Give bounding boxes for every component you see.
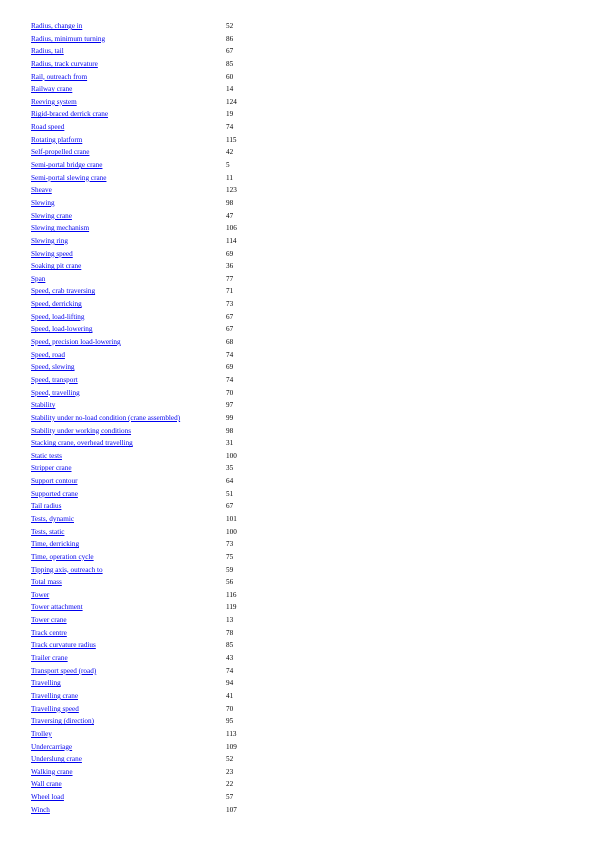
- index-term-link[interactable]: Self-propelled crane: [31, 148, 90, 157]
- index-term-link[interactable]: Stability under no-load condition (crane assembled): [31, 413, 181, 422]
- index-term-link[interactable]: Tests, dynamic: [31, 514, 75, 523]
- index-entry: [31, 766, 291, 779]
- index-term-link[interactable]: Undercarriage: [31, 742, 73, 751]
- index-entry: [31, 437, 291, 450]
- index-entry: [31, 677, 291, 690]
- index-term-link[interactable]: Speed, derricking: [31, 300, 82, 309]
- index-term-link[interactable]: Speed, road: [31, 350, 65, 359]
- index-entry: [31, 260, 291, 273]
- index-entry: [31, 273, 291, 286]
- index-entry: [31, 298, 291, 311]
- index-term-link[interactable]: Trailer crane: [31, 654, 68, 663]
- index-entry: [31, 412, 291, 425]
- index-entry: [31, 576, 291, 589]
- index-page-number[interactable]: 57: [226, 793, 234, 802]
- index-entry: [31, 703, 291, 716]
- index-page-number[interactable]: 74: [226, 666, 234, 675]
- index-term-link[interactable]: Semi-portal bridge crane: [31, 161, 103, 170]
- index-entry: [31, 526, 291, 539]
- index-term-link[interactable]: Rotating platform: [31, 135, 83, 144]
- index-term-link[interactable]: Railway crane: [31, 85, 73, 94]
- index-term-link[interactable]: Tower attachment: [31, 603, 83, 612]
- index-entry: [31, 222, 291, 235]
- index-page-number[interactable]: 115: [226, 135, 237, 144]
- index-term-link[interactable]: Track centre: [31, 628, 67, 637]
- index-term-link[interactable]: Static tests: [31, 451, 62, 460]
- index-page-number[interactable]: 5: [226, 161, 230, 170]
- index-term-link[interactable]: Wall crane: [31, 780, 62, 789]
- index-page-number[interactable]: 22: [226, 780, 234, 789]
- index-term-link[interactable]: Slewing mechanism: [31, 224, 90, 233]
- index-term-link[interactable]: Radius, minimum turning: [31, 34, 106, 43]
- index-page-number[interactable]: 100: [226, 451, 237, 460]
- index-term-link[interactable]: Road speed: [31, 123, 65, 132]
- index-term-link[interactable]: Slewing crane: [31, 211, 72, 220]
- index-page-number[interactable]: 11: [226, 173, 233, 182]
- index-page-number[interactable]: 116: [226, 590, 237, 599]
- index-page-number[interactable]: 123: [226, 186, 237, 195]
- index-page-number[interactable]: 114: [226, 236, 237, 245]
- index-page-number[interactable]: 42: [226, 148, 234, 157]
- index-term-link[interactable]: Speed, load-lifting: [31, 312, 85, 321]
- index-entry: [31, 538, 291, 551]
- index-page-number[interactable]: 75: [226, 552, 234, 561]
- index-page-number[interactable]: 109: [226, 742, 237, 751]
- index-term-link[interactable]: Radius, track curvature: [31, 59, 98, 68]
- index-entry: [31, 665, 291, 678]
- index-term-link[interactable]: Tipping axis, outreach to: [31, 565, 103, 574]
- index-term-link[interactable]: Stripper crane: [31, 464, 72, 473]
- index-term-link[interactable]: Winch: [31, 805, 50, 814]
- index-page-number[interactable]: 68: [226, 338, 234, 347]
- index-page-number[interactable]: 67: [226, 312, 234, 321]
- index-term-link[interactable]: Slewing: [31, 198, 55, 207]
- index-entry: [31, 791, 291, 804]
- index-entry: [31, 715, 291, 728]
- index-page-number[interactable]: 94: [226, 679, 234, 688]
- index-page-number[interactable]: 74: [226, 123, 234, 132]
- index-entry: [31, 134, 291, 147]
- index-page-number[interactable]: 85: [226, 59, 234, 68]
- index-term-link[interactable]: Rigid-braced derrick crane: [31, 110, 109, 119]
- index-entry: [31, 311, 291, 324]
- index-term-link[interactable]: Span: [31, 274, 46, 283]
- index-page-number[interactable]: 119: [226, 603, 237, 612]
- index-term-link[interactable]: Speed, crab traversing: [31, 287, 96, 296]
- index-term-link[interactable]: Slewing ring: [31, 236, 68, 245]
- index-page-number[interactable]: 124: [226, 97, 237, 106]
- index-entry: [31, 551, 291, 564]
- index-term-link[interactable]: Tower: [31, 590, 50, 599]
- index-entry: [31, 374, 291, 387]
- index-entry: [31, 488, 291, 501]
- index-term-link[interactable]: Trolley: [31, 729, 52, 738]
- index-page-number[interactable]: 52: [226, 755, 234, 764]
- index-entry: [31, 627, 291, 640]
- index-term-link[interactable]: Soaking pit crane: [31, 262, 82, 271]
- index-entry: [31, 96, 291, 109]
- index-page-number[interactable]: 52: [226, 22, 234, 30]
- index-entry: [31, 399, 291, 412]
- index-entry: [31, 33, 291, 46]
- index-entry: [31, 83, 291, 96]
- index-page-number[interactable]: 70: [226, 704, 234, 713]
- index-entry: [31, 108, 291, 121]
- index-entry: [31, 58, 291, 71]
- index-term-link[interactable]: Underslung crane: [31, 755, 82, 764]
- index-page-number[interactable]: 67: [226, 502, 234, 511]
- index-entry: [31, 361, 291, 374]
- index-page-number[interactable]: 41: [226, 691, 234, 700]
- index-page-number[interactable]: 69: [226, 363, 234, 372]
- index-term-link[interactable]: Sheave: [31, 186, 52, 195]
- index-entry: [31, 71, 291, 84]
- index-entry: [31, 248, 291, 261]
- index-entry: [31, 753, 291, 766]
- index-term-link[interactable]: Travelling: [31, 679, 61, 688]
- index-entry: [31, 589, 291, 602]
- index-entry: [31, 285, 291, 298]
- index-term-link[interactable]: Stability under working conditions: [31, 426, 132, 435]
- index-entry: [31, 462, 291, 475]
- index-term-link[interactable]: Travelling crane: [31, 691, 79, 700]
- index-entry: [31, 614, 291, 627]
- index-page-number[interactable]: 14: [226, 85, 234, 94]
- index-entry: [31, 564, 291, 577]
- index-entry: [31, 425, 291, 438]
- index-page-number[interactable]: 60: [226, 72, 234, 81]
- index-entry: [31, 778, 291, 791]
- index-term-link[interactable]: Tower crane: [31, 616, 67, 625]
- index-page-number[interactable]: 73: [226, 300, 234, 309]
- index-term-link[interactable]: Speed, precision load-lowering: [31, 338, 121, 347]
- index-entry: [31, 20, 291, 33]
- index-entry: [31, 601, 291, 614]
- index-page-number[interactable]: 95: [226, 717, 234, 726]
- index-term-link[interactable]: Travelling speed: [31, 704, 79, 713]
- index-term-link[interactable]: Stacking crane, overhead travelling: [31, 439, 133, 448]
- index-entry: [31, 728, 291, 741]
- index-page-number[interactable]: 51: [226, 489, 234, 498]
- index-page-number[interactable]: 77: [226, 274, 234, 283]
- index-page-number[interactable]: 98: [226, 426, 234, 435]
- index-term-link[interactable]: Time, operation cycle: [31, 552, 94, 561]
- index-term-link[interactable]: Reeving system: [31, 97, 77, 106]
- index-entry: [31, 513, 291, 526]
- index-page-number[interactable]: 113: [226, 729, 237, 738]
- index-page-number[interactable]: 67: [226, 47, 234, 56]
- index-page-number[interactable]: 67: [226, 325, 234, 334]
- index-page-number[interactable]: 71: [226, 287, 234, 296]
- index-entry: [31, 121, 291, 134]
- index-term-link[interactable]: Stability: [31, 401, 56, 410]
- index-page-number[interactable]: 107: [226, 805, 237, 814]
- index-entry: [31, 146, 291, 159]
- index-term-link[interactable]: Track curvature radius: [31, 641, 96, 650]
- index-list: [31, 20, 291, 816]
- index-entry: [31, 172, 291, 185]
- index-term-link[interactable]: Wheel load: [31, 793, 64, 802]
- index-term-link[interactable]: Total mass: [31, 578, 62, 587]
- index-page-number[interactable]: 36: [226, 262, 234, 271]
- index-page-number[interactable]: 56: [226, 578, 234, 587]
- index-page-number[interactable]: 13: [226, 616, 234, 625]
- index-term-link[interactable]: Radius, change in: [31, 22, 83, 30]
- index-term-link[interactable]: Support contour: [31, 477, 78, 486]
- index-term-link[interactable]: Slewing speed: [31, 249, 73, 258]
- index-page-number[interactable]: 19: [226, 110, 234, 119]
- index-term-link[interactable]: Radius, tail: [31, 47, 64, 56]
- index-page-number[interactable]: 69: [226, 249, 234, 258]
- index-term-link[interactable]: Traversing (direction): [31, 717, 95, 726]
- index-page-number[interactable]: 106: [226, 224, 237, 233]
- index-term-link[interactable]: Rail, outreach from: [31, 72, 88, 81]
- index-page-number[interactable]: 70: [226, 388, 234, 397]
- index-term-link[interactable]: Tests, static: [31, 527, 65, 536]
- index-page-number[interactable]: 31: [226, 439, 234, 448]
- index-entry: [31, 690, 291, 703]
- index-term-link[interactable]: Speed, travelling: [31, 388, 80, 397]
- index-page-number[interactable]: 86: [226, 34, 234, 43]
- index-page-number[interactable]: 74: [226, 350, 234, 359]
- index-entry: [31, 184, 291, 197]
- index-entry: [31, 741, 291, 754]
- index-page-number[interactable]: 99: [226, 413, 234, 422]
- index-entry: [31, 45, 291, 58]
- index-entry: [31, 323, 291, 336]
- index-term-link[interactable]: Time, derricking: [31, 540, 80, 549]
- index-term-link[interactable]: Speed, slewing: [31, 363, 75, 372]
- index-entry: [31, 500, 291, 513]
- index-page-number[interactable]: 101: [226, 514, 237, 523]
- index-page-number[interactable]: 59: [226, 565, 234, 574]
- index-page-number[interactable]: 78: [226, 628, 234, 637]
- index-page-number[interactable]: 85: [226, 641, 234, 650]
- index-term-link[interactable]: Supported crane: [31, 489, 78, 498]
- index-term-link[interactable]: Semi-portal slewing crane: [31, 173, 107, 182]
- index-entry: [31, 639, 291, 652]
- index-page-number[interactable]: 97: [226, 401, 234, 410]
- index-entry: [31, 336, 291, 349]
- index-entry: [31, 235, 291, 248]
- index-page-number[interactable]: 100: [226, 527, 237, 536]
- index-page-number[interactable]: 47: [226, 211, 234, 220]
- index-entry: [31, 210, 291, 223]
- index-entry: [31, 475, 291, 488]
- index-term-link[interactable]: Tail radius: [31, 502, 62, 511]
- index-entry: [31, 159, 291, 172]
- index-term-link[interactable]: Speed, load-lowering: [31, 325, 93, 334]
- index-page-number[interactable]: 43: [226, 654, 234, 663]
- index-entry: [31, 387, 291, 400]
- index-entry: [31, 197, 291, 210]
- index-page-number[interactable]: 74: [226, 375, 234, 384]
- index-term-link[interactable]: Speed, transport: [31, 375, 78, 384]
- index-term-link[interactable]: Transport speed (road): [31, 666, 97, 675]
- index-page-number[interactable]: 98: [226, 198, 234, 207]
- index-page-number[interactable]: 23: [226, 767, 234, 776]
- index-page-number[interactable]: 64: [226, 477, 234, 486]
- index-entry: [31, 349, 291, 362]
- index-entry: [31, 804, 291, 817]
- index-entry: [31, 652, 291, 665]
- index-page-number[interactable]: 73: [226, 540, 234, 549]
- index-page-number[interactable]: 35: [226, 464, 234, 473]
- index-entry: [31, 450, 291, 463]
- index-term-link[interactable]: Walking crane: [31, 767, 73, 776]
